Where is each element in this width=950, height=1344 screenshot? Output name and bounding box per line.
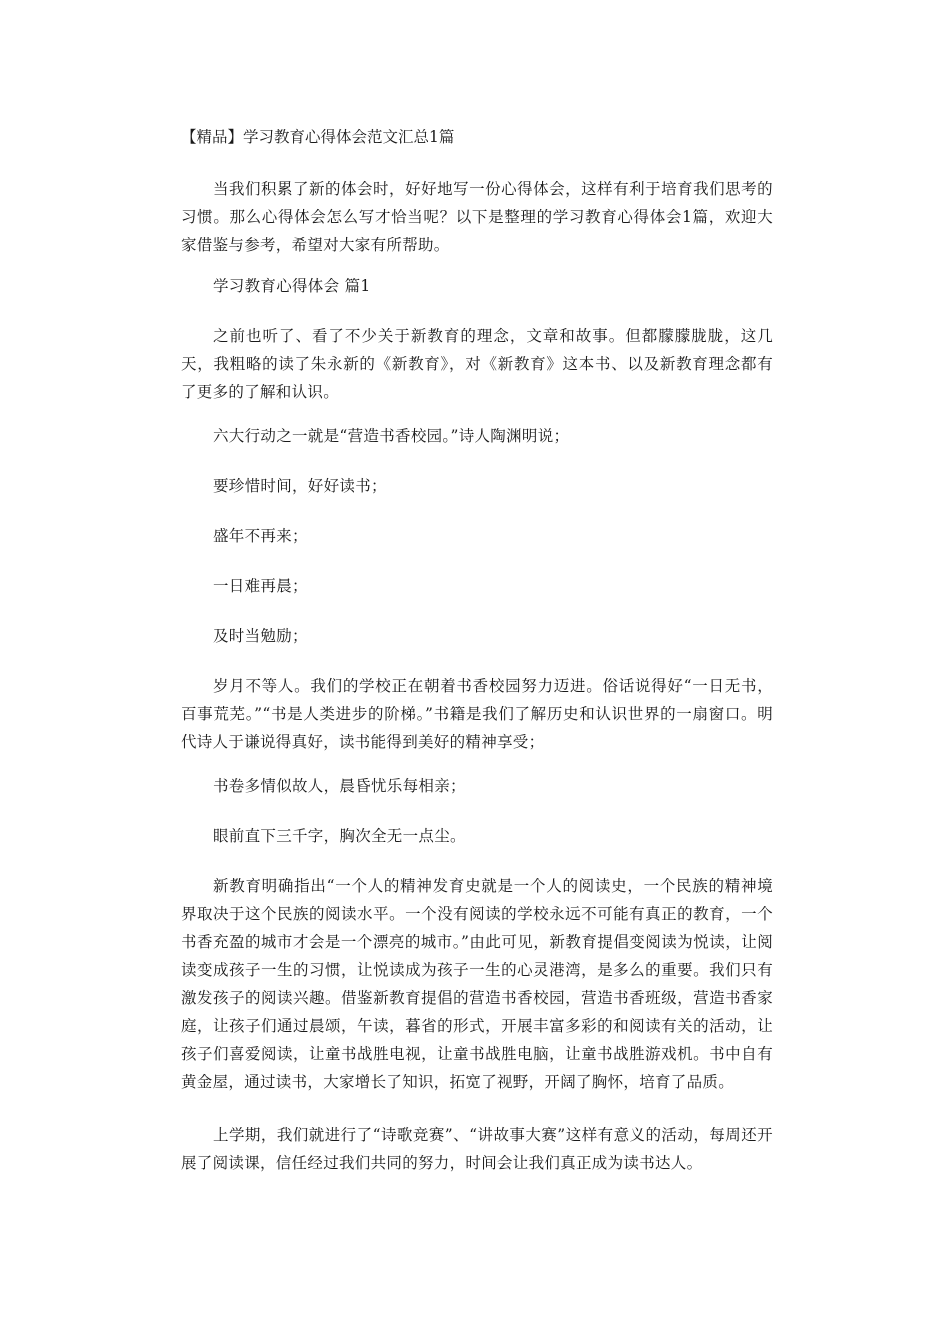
intro-paragraph: 当我们积累了新的体会时，好好地写一份心得体会，这样有利于培育我们思考的习惯。那么心得体会怎么写才恰当呢？以下是整理的学习教育心得体会1篇，欢迎大家借鉴与参考，希望对大家有所帮助。 bbox=[181, 180, 773, 254]
body-paragraph: 六大行动之一就是“营造书香校园。”诗人陶渊明说； bbox=[213, 427, 570, 445]
body-paragraph: 新教育明确指出“一个人的精神发育史就是一个人的阅读史，一个民族的精神境界取决于这个民族的阅读水平。一个没有阅读的学校永远不可能有真正的教育，一个书香充盈的城市才会是一个漂亮的城市。”由此可见，新教育提倡变阅读为悦读，让阅读变成孩子一生的习惯，让悦读成为孩子一生的心灵港湾，是多么的重要。我们只有激发孩子的阅读兴趣。借鉴新教育提倡的营造书香校园，营造书香班级，营造书香家庭，让孩子们通过晨颂，午读，暮省的形式，开展丰富多彩的和阅读有关的活动，让孩子们喜爱阅读，让童书战胜电视，让童书战胜电脑，让童书战胜游戏机。书中自有黄金屋，通过读书，大家增长了知识，拓宽了视野，开阔了胸怀，培育了品质。 bbox=[181, 877, 773, 1091]
body-paragraph: 上学期，我们就进行了“诗歌竞赛”、“讲故事大赛”这样有意义的活动，每周还开展了阅读课，信任经过我们共同的努力，时间会让我们真正成为读书达人。 bbox=[181, 1126, 773, 1172]
poem-line: 书卷多情似故人，晨昏忧乐每相亲； bbox=[213, 777, 466, 795]
poem-line: 盛年不再来； bbox=[213, 527, 308, 545]
body-paragraph: 岁月不等人。我们的学校正在朝着书香校园努力迈进。俗话说得好“一日无书，百事荒芜。”“书是人类进步的阶梯。”书籍是我们了解历史和认识世界的一扇窗口。明代诗人于谦说得真好，读书能得到美好的精神享受； bbox=[181, 677, 773, 751]
poem-line: 及时当勉励； bbox=[213, 627, 308, 645]
body-paragraph: 之前也听了、看了不少关于新教育的理念，文章和故事。但都朦朦胧胧，这几天，我粗略的读了朱永新的《新教育》，对《新教育》这本书、以及新教育理念都有了更多的了解和认识。 bbox=[181, 327, 773, 401]
poem-line: 眼前直下三千字，胸次全无一点尘。 bbox=[213, 827, 466, 845]
section-heading: 学习教育心得体会 篇1 bbox=[213, 277, 371, 295]
poem-line: 一日难再晨； bbox=[213, 577, 308, 595]
poem-line: 要珍惜时间，好好读书； bbox=[213, 477, 387, 495]
document-title: 【精品】学习教育心得体会范文汇总1篇 bbox=[181, 128, 455, 146]
